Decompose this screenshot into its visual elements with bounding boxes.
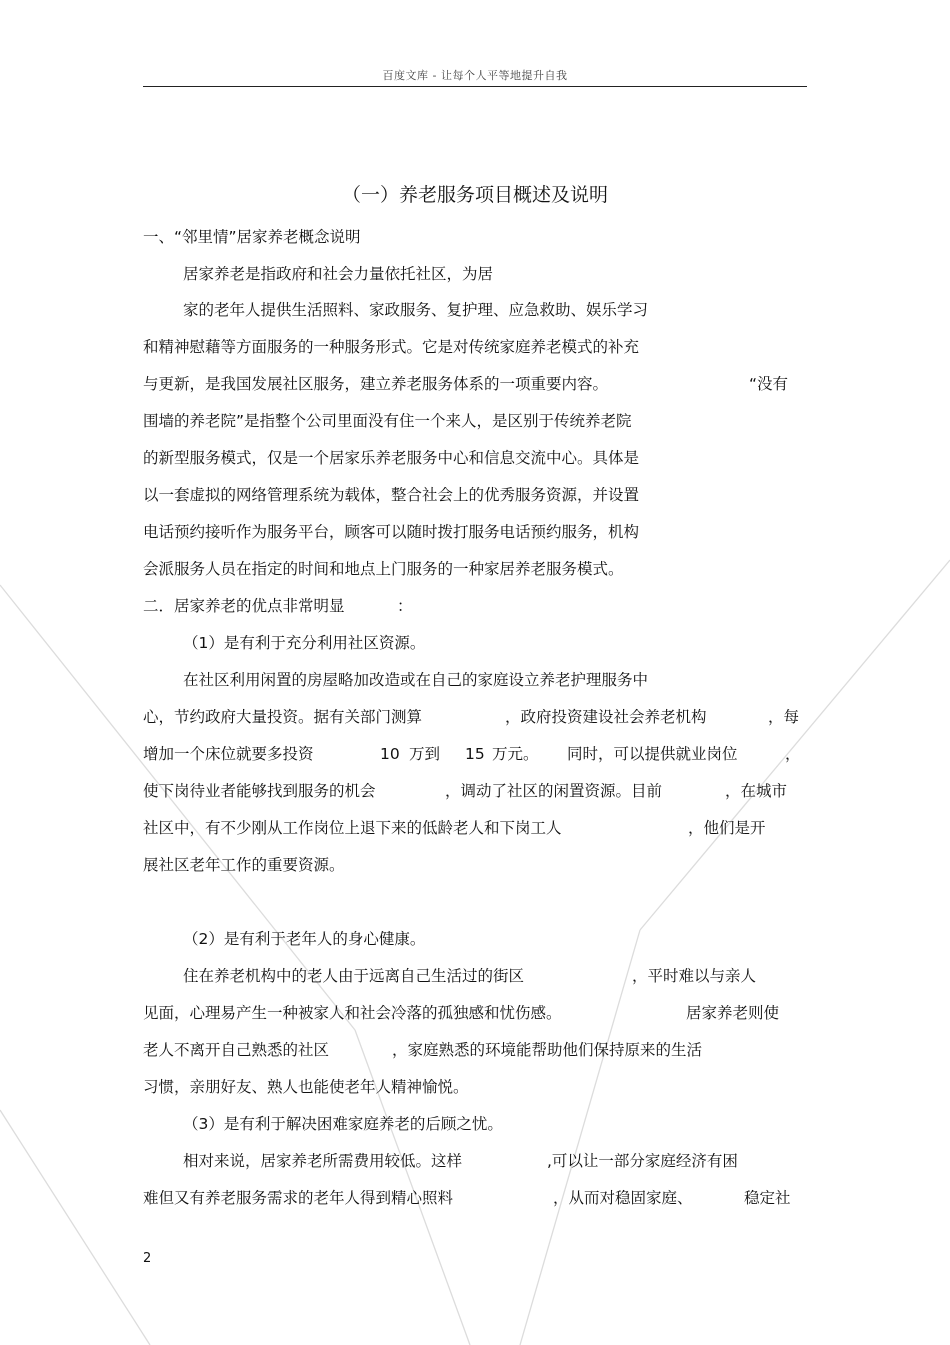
text-line: 在社区利用闲置的房屋略加改造或在自己的家庭设立养老护理服务中	[183, 671, 649, 689]
text-line: （3）是有利于解决困难家庭养老的后顾之忧。	[183, 1115, 503, 1133]
text-line: 稳定社	[744, 1189, 791, 1207]
text-line: 一、“邻里情”居家养老概念说明	[143, 228, 361, 246]
header-divider	[143, 86, 807, 87]
page-title: （一）养老服务项目概述及说明	[341, 184, 608, 206]
text-line: ，政府投资建设社会养老机构	[505, 708, 707, 726]
text-line: ，他们是开	[688, 819, 766, 837]
header-text: 百度文库 - 让每个人平等地提升自我	[382, 69, 568, 82]
text-line: 居家养老则使	[686, 1004, 780, 1022]
text-line: 和精神慰藉等方面服务的一种服务形式。它是对传统家庭养老模式的补充	[143, 338, 640, 356]
text-line: 习惯，亲朋好友、熟人也能使老年人精神愉悦。	[143, 1078, 469, 1096]
text-line: 见面，心理易产生一种被家人和社会冷落的孤独感和忧伤感。	[143, 1004, 562, 1022]
text-line: 住在养老机构中的老人由于远离自己生活过的街区	[183, 967, 525, 985]
text-line: 家的老年人提供生活照料、家政服务、复护理、应急救助、娱乐学习	[183, 301, 649, 319]
text-line: 居家养老是指政府和社会力量依托社区，为居	[183, 265, 494, 283]
text-line: 心，节约政府大量投资。据有关部门测算	[143, 708, 423, 726]
text-line: “没有	[749, 375, 789, 393]
text-line: 同时，可以提供就业岗位	[567, 745, 738, 763]
text-line: （1）是有利于充分利用社区资源。	[183, 634, 426, 652]
text-line: 难但又有养老服务需求的老年人得到精心照料	[143, 1189, 454, 1207]
text-line: ，从而对稳固家庭、	[553, 1189, 693, 1207]
text-line: 围墙的养老院”是指整个公司里面没有住一个来人，是区别于传统养老院	[143, 412, 632, 430]
text-line: ，在城市	[725, 782, 788, 800]
text-line: 与更新，是我国发展社区服务，建立养老服务体系的一项重要内容。	[143, 375, 609, 393]
text-line: ,可以让一部分家庭经济有困	[547, 1152, 738, 1170]
text-line: ，	[785, 745, 801, 763]
text-line: ，调动了社区的闲置资源。目前	[445, 782, 663, 800]
text-line: 15	[465, 745, 485, 763]
text-line: 万元。	[492, 745, 539, 763]
text-line: ，家庭熟悉的环境能帮助他们保持原来的生活	[392, 1041, 703, 1059]
text-line: ，平时难以与亲人	[632, 967, 757, 985]
text-line: 使下岗待业者能够找到服务的机会	[143, 782, 376, 800]
text-line: 二．居家养老的优点非常明显	[143, 597, 345, 615]
text-line: 电话预约接听作为服务平台，顾客可以随时拨打服务电话预约服务，机构	[143, 523, 640, 541]
text-line: 增加一个床位就要多投资	[143, 745, 314, 763]
page-number: 2	[143, 1251, 152, 1266]
text-line: 会派服务人员在指定的时间和地点上门服务的一种家居养老服务模式。	[143, 560, 624, 578]
text-line: 以一套虚拟的网络管理系统为载体，整合社会上的优秀服务资源，并设置	[143, 486, 640, 504]
text-line: 的新型服务模式，仅是一个居家乐养老服务中心和信息交流中心。具体是	[143, 449, 640, 467]
text-line: 10	[380, 745, 400, 763]
text-line: 社区中，有不少刚从工作岗位上退下来的低龄老人和下岗工人	[143, 819, 562, 837]
text-line: ：	[397, 597, 413, 615]
text-line: 老人不离开自己熟悉的社区	[143, 1041, 330, 1059]
text-line: 相对来说，居家养老所需费用较低。这样	[183, 1152, 463, 1170]
text-line: （2）是有利于老年人的身心健康。	[183, 930, 426, 948]
text-line: ，每	[768, 708, 800, 726]
text-line: 展社区老年工作的重要资源。	[143, 856, 345, 874]
text-line: 万到	[409, 745, 441, 763]
